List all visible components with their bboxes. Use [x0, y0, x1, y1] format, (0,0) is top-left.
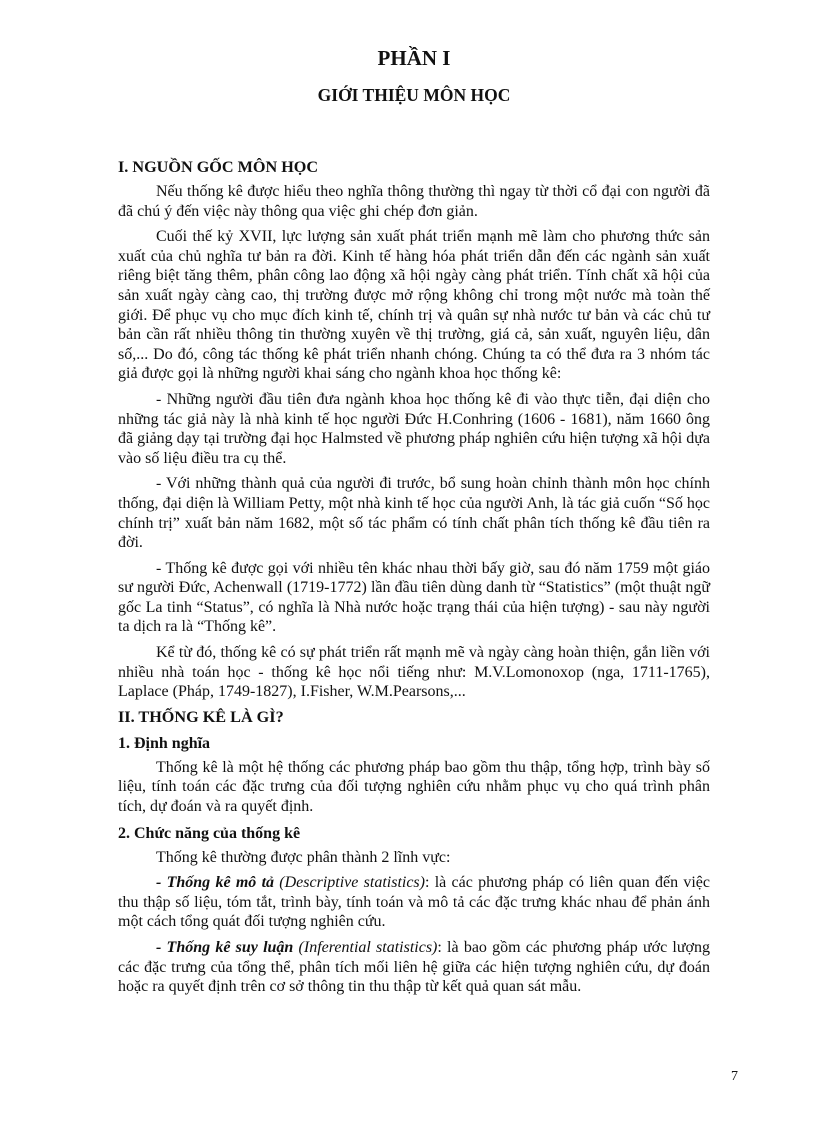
- part-title: PHẦN I: [377, 46, 451, 70]
- inferential-statistics-text: : là bao gồm các phương pháp ước lượng các đặc trưng của tổng thể, phân tích mối liên hệ giữa các hiện tượng nghiên cứu, dự đoán hoặc ra quyết định trên cơ sở thông tin thu thập từ kết quả quan sát mẫu.: [118, 939, 711, 996]
- inferential-statistics-term: (Inferential statistics): [293, 939, 438, 956]
- section-1-paragraph-5: - Thống kê được gọi với nhiều tên khác nhau thời bấy giờ, sau đó năm 1759 một giáo sư người Đức, Achenwall (1719-1772) lần đầu tiên dùng danh từ “Statistics” (một thuật ngữ gốc La tinh “Status”, có nghĩa là Nhà nước hoặc trạng thái của hiện tượng) - sau này người ta dịch ra là “Thống kê”.: [118, 559, 710, 636]
- descriptive-statistics-lead: - Thống kê mô tả: [156, 874, 275, 892]
- subsection-definition-heading: 1. Định nghĩa: [118, 734, 211, 752]
- page-number: 7: [731, 1069, 738, 1084]
- section-1-paragraph-1: Nếu thống kê được hiểu theo nghĩa thông thường thì ngay từ thời cổ đại con người đã đã chú ý đến việc này thông qua việc ghi chép đơn giản.: [118, 183, 710, 220]
- descriptive-statistics-text: : là các phương pháp có liên quan đến việc thu thập số liệu, tóm tắt, trình bày, tính toán và mô tả các đặc trưng khác nhau để phản ánh một cách tổng quát đối tượng nghiên cứu.: [118, 874, 710, 931]
- section-1-paragraph-2: Cuối thế kỷ XVII, lực lượng sản xuất phát triển mạnh mẽ làm cho phương thức sản xuất của chủ nghĩa tư bản ra đời. Kinh tế hàng hóa phát triển dẫn đến các ngành sản xuất riêng biệt tăng thêm, phân công lao động xã hội ngày càng phát triển. Tính chất xã hội của sản xuất ngày càng cao, thị trường được mở rộng không chỉ trong một nước mà toàn thế giới. Để phục vụ cho mục đích kinh tế, chính trị và quân sự nhà nước tư bản và các chủ tư bản cần rất nhiều thông tin thường xuyên về thị trường, giá cả, sản xuất, nguyên liệu, dân số,... Do đó, công tác thống kê phát triển nhanh chóng. Chúng ta có thể đưa ra 3 nhóm tác giả được gọi là những người khai sáng cho ngành khoa học thống kê:: [118, 228, 710, 383]
- inferential-statistics-lead: - Thống kê suy luận: [156, 939, 294, 956]
- document-page: [118, 40, 710, 997]
- section-1-heading: I. NGUỒN GỐC MÔN HỌC: [118, 158, 319, 176]
- descriptive-statistics-item: [118, 873, 710, 932]
- functions-intro: Thống kê thường được phân thành 2 lĩnh vực:: [156, 848, 451, 866]
- inferential-statistics-item: [118, 938, 710, 997]
- section-2-heading: II. THỐNG KÊ LÀ GÌ?: [118, 707, 284, 726]
- subsection-functions-heading: 2. Chức năng của thống kê: [118, 824, 301, 842]
- section-1-paragraph-6: Kể từ đó, thống kê có sự phát triển rất mạnh mẽ và ngày càng hoàn thiện, gắn liền với nhiều nhà toán học - thống kê học nổi tiếng như: M.V.Lomonoxop (nga, 1711-1765), Laplace (Pháp, 1749-1827), I.Fisher, W.M.Pearsons,...: [118, 644, 710, 701]
- section-1-paragraph-3: - Những người đầu tiên đưa ngành khoa học thống kê đi vào thực tiễn, đại diện cho những tác giả này là nhà kinh tế học người Đức H.Conhring (1606 - 1681), năm 1660 ông đã giảng dạy tại trường đại học Halmsted về phương pháp nghiên cứu hiện tượng xã hội dựa vào số liệu điều tra cụ thể.: [118, 390, 710, 467]
- descriptive-statistics-term: (Descriptive statistics): [274, 874, 425, 892]
- section-1-paragraph-4: - Với những thành quả của người đi trước, bổ sung hoàn chỉnh thành môn học chính thống, đại diện là William Petty, một nhà kinh tế học của người Anh, là tác giả cuốn “Số học chính trị” xuất bản năm 1682, một số tác phẩm có tính chất phân tích thống kê đầu tiên ra đời.: [118, 475, 710, 552]
- definition-paragraph: Thống kê là một hệ thống các phương pháp bao gồm thu thập, tổng hợp, trình bày số liệu, tính toán các đặc trưng của đối tượng nghiên cứu nhằm phục vụ cho quá trình phân tích, dự đoán và ra quyết định.: [118, 758, 710, 816]
- part-subtitle: GIỚI THIỆU MÔN HỌC: [317, 85, 511, 105]
